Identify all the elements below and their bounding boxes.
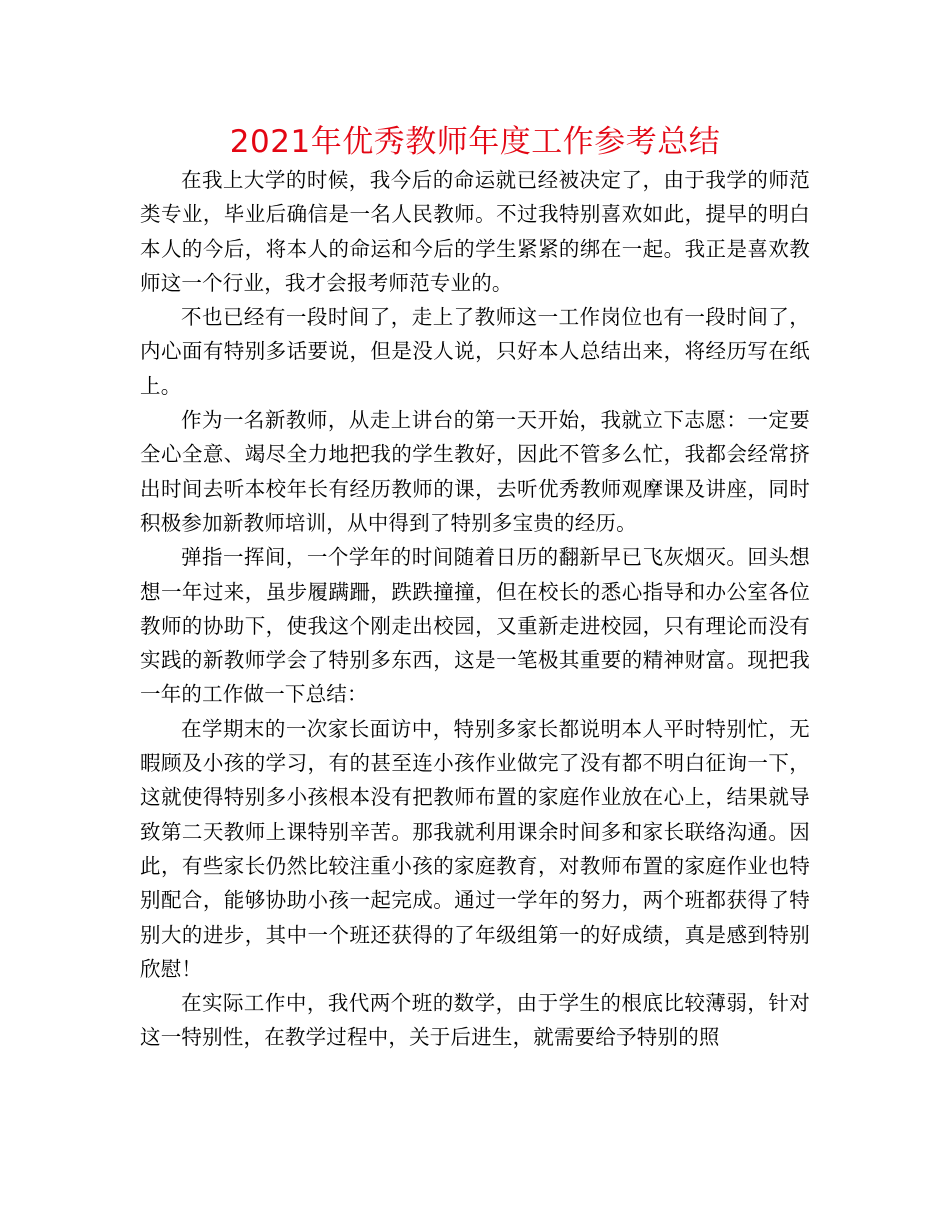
paragraph-5: 在学期末的一次家长面访中，特别多家长都说明本人平时特别忙，无暇顾及小孩的学习，有的甚至连小孩作业做完了没有都不明白征询一下，这就使得特别多小孩根本没有把教师布置的家庭作业放在心上，结果就导致第二天教师上课特别辛苦。那我就利用课余时间多和家长联络沟通。因此，有些家长仍然比较注重小孩的家庭教育，对教师布置的家庭作业也特别配合，能够协助小孩一起完成。通过一学年的努力，两个班都获得了特别大的进步，其中一个班还获得的了年级组第一的好成绩，真是感到特别欣慰！ — [140, 716, 810, 981]
paragraph-4: 弹指一挥间，一个学年的时间随着日历的翻新早已飞灰烟灭。回头想想一年过来，虽步履蹒跚，跌跌撞撞，但在校长的悉心指导和办公室各位教师的协助下，使我这个刚走出校园，又重新走进校园，只有理论而没有实践的新教师学会了特别多东西，这是一笔极其重要的精神财富。现把我一年的工作做一下总结： — [140, 545, 810, 707]
paragraph-1: 在我上大学的时候，我今后的命运就已经被决定了，由于我学的师范类专业，毕业后确信是一名人民教师。不过我特别喜欢如此，提早的明白本人的今后，将本人的命运和今后的学生紧紧的绑在一起。我正是喜欢教师这一个行业，我才会报考师范专业的。 — [140, 168, 810, 295]
document-body — [140, 163, 810, 1055]
paragraph-2: 不也已经有一段时间了，走上了教师这一工作岗位也有一段时间了，内心面有特别多话要说，但是没人说，只好本人总结出来，将经历写在纸上。 — [140, 305, 810, 398]
paragraph-3: 作为一名新教师，从走上讲台的第一天开始，我就立下志愿：一定要全心全意、竭尽全力地把我的学生教好，因此不管多么忙，我都会经常挤出时间去听本校年长有经历教师的课，去听优秀教师观摩课及讲座，同时积极参加新教师培训，从中得到了特别多宝贵的经历。 — [140, 408, 810, 535]
paragraph-6: 在实际工作中，我代两个班的数学，由于学生的根底比较薄弱，针对这一特别性，在教学过程中，关于后进生，就需要给予特别的照 — [140, 991, 810, 1050]
document-title: 2021年优秀教师年度工作参考总结 — [229, 124, 721, 160]
